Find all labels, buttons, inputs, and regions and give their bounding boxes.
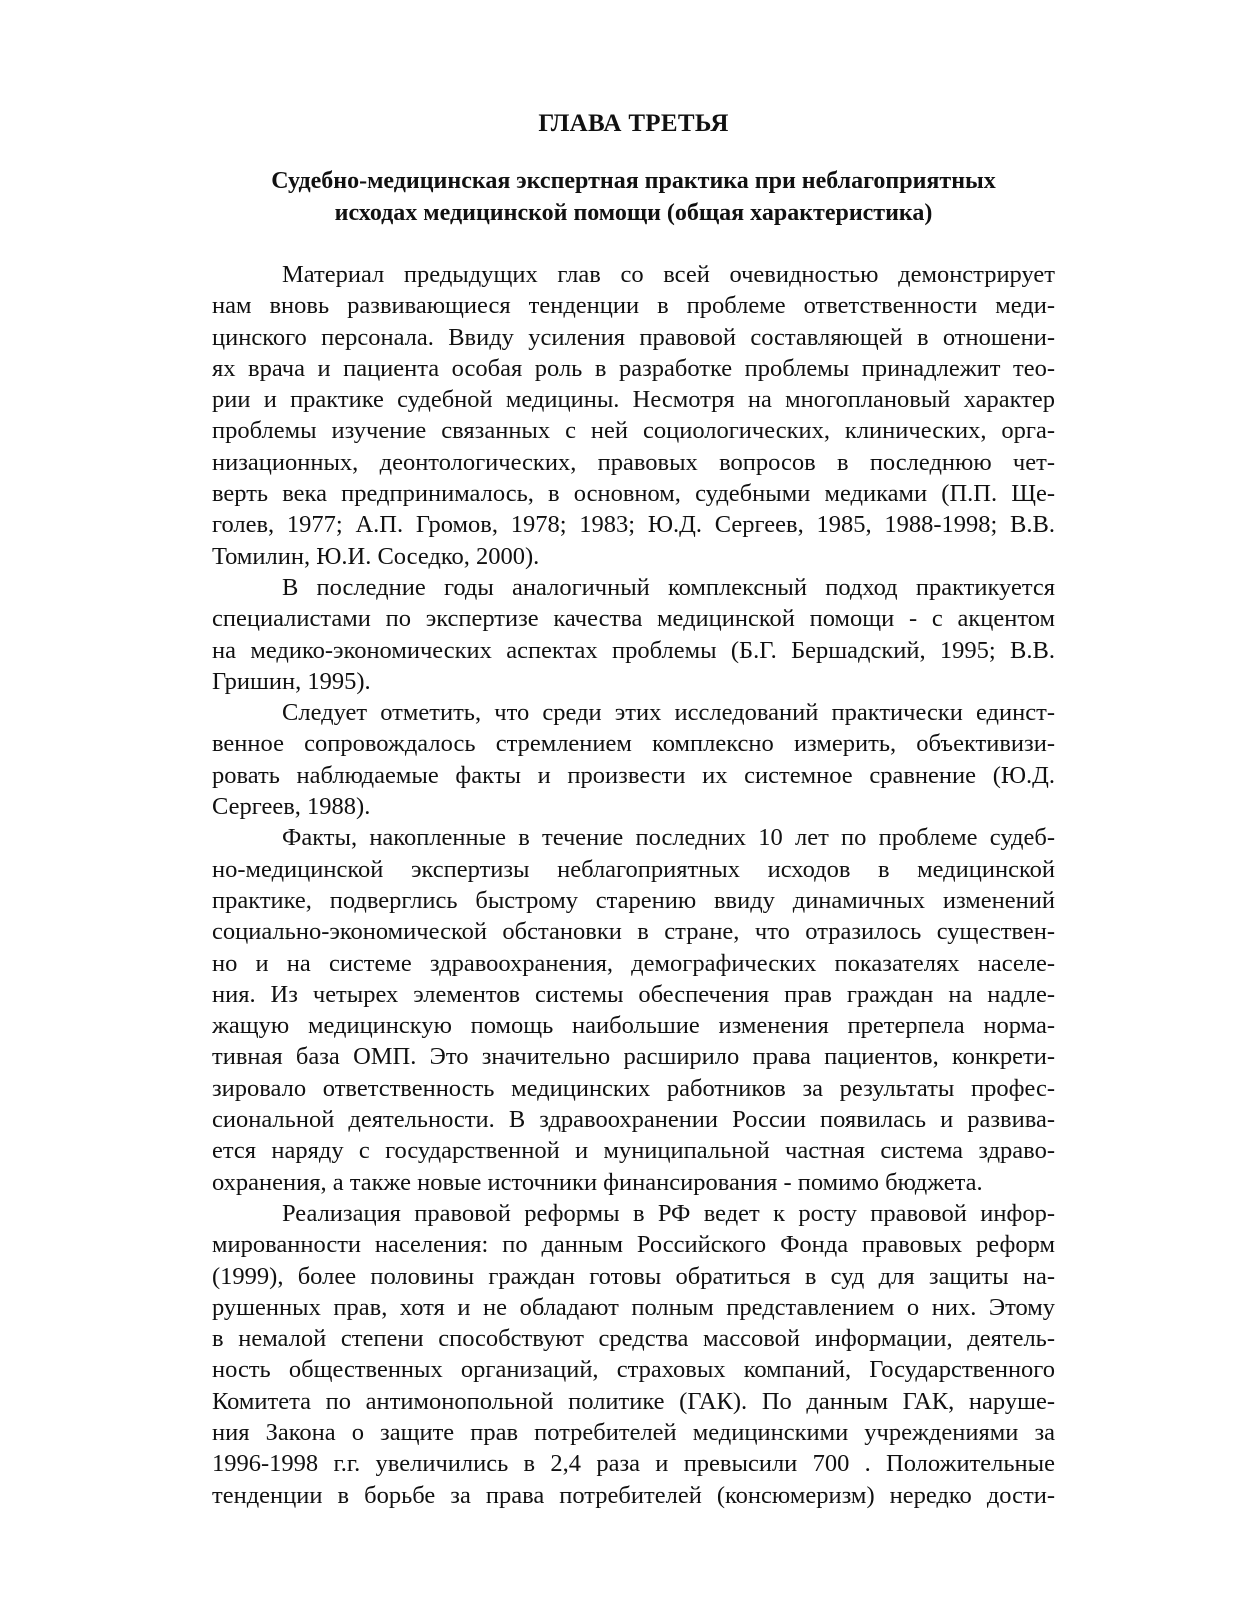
body-text (212, 259, 1055, 1511)
text-line: Реализация правовой реформы в РФ ведет к росту правовой инфор- (282, 1199, 1055, 1227)
text-line: нам вновь развивающиеся тенденции в проблеме ответственности меди- (212, 292, 1055, 320)
text-line: цинского персонала. Ввиду усиления правовой составляющей в отношени- (212, 323, 1055, 351)
text-line: специалистами по экспертизе качества медицинской помощи - с акцентом (212, 605, 1055, 633)
text-line: (1999), более половины граждан готовы обратиться в суд для защиты на- (212, 1262, 1055, 1290)
text-line: ровать наблюдаемые факты и произвести их системное сравнение (Ю.Д. (212, 761, 1055, 789)
text-line: в немалой степени способствуют средства массовой информации, деятель- (212, 1325, 1055, 1353)
text-line: жащую медицинскую помощь наибольшие изменения претерпела норма- (212, 1012, 1055, 1040)
document-page (212, 108, 1055, 1511)
paragraph (212, 822, 1055, 1198)
text-line: зировало ответственность медицинских работников за результаты профес- (212, 1074, 1055, 1102)
text-line: ях врача и пациента особая роль в разработке проблемы принадлежит тео- (212, 354, 1055, 382)
text-line: тивная база ОМП. Это значительно расширило права пациентов, конкрети- (212, 1043, 1055, 1071)
chapter-subtitle (212, 165, 1055, 229)
text-line: сиональной деятельности. В здравоохранении России появилась и развива- (212, 1106, 1055, 1134)
text-line: социально-экономической обстановки в стране, что отразилось существен- (212, 918, 1055, 946)
text-line: ния. Из четырех элементов системы обеспечения прав граждан на надле- (212, 980, 1055, 1008)
paragraph (212, 1198, 1055, 1511)
text-line: но-медицинской экспертизы неблагоприятных исходов в медицинской (212, 855, 1055, 883)
text-line: проблемы изучение связанных с ней социологических, клинических, орга- (212, 417, 1055, 445)
text-line: тенденции в борьбе за права потребителей (консюмеризм) нередко дости- (212, 1481, 1055, 1509)
text-line: Следует отметить, что среди этих исследований практически единст- (282, 699, 1055, 727)
text-line: Комитета по антимонопольной политике (ГАК). По данным ГАК, наруше- (212, 1387, 1055, 1415)
chapter-subtitle-line: исходах медицинской помощи (общая характеристика) (334, 200, 933, 226)
text-line: низационных, деонтологических, правовых вопросов в последнюю чет- (212, 448, 1055, 476)
text-line: Сергеев, 1988). (212, 793, 371, 821)
text-line: верть века предпринималось, в основном, судебными медиками (П.П. Ще- (212, 480, 1055, 508)
text-line: но и на системе здравоохранения, демографических показателях населе- (212, 949, 1055, 977)
text-line: ность общественных организаций, страховых компаний, Государственного (212, 1356, 1055, 1384)
text-line: Гришин, 1995). (212, 667, 371, 695)
text-line: на медико-экономических аспектах проблемы (Б.Г. Бершадский, 1995; В.В. (212, 636, 1055, 664)
text-line: мированности населения: по данным Российского Фонда правовых реформ (212, 1231, 1055, 1259)
text-line: венное сопровождалось стремлением комплексно измерить, объективизи- (212, 730, 1055, 758)
chapter-subtitle-line: Судебно-медицинская экспертная практика при неблагоприятных (271, 168, 996, 194)
text-line: практике, подверглись быстрому старению ввиду динамичных изменений (212, 886, 1055, 914)
paragraph (212, 697, 1055, 822)
chapter-title: ГЛАВА ТРЕТЬЯ (538, 110, 729, 137)
text-line: Материал предыдущих глав со всей очевидностью демонстрирует (282, 261, 1055, 288)
text-line: 1996-1998 г.г. увеличились в 2,4 раза и превысили 700 . Положительные (212, 1450, 1055, 1478)
text-line: голев, 1977; А.П. Громов, 1978; 1983; Ю.Д. Сергеев, 1985, 1988-1998; В.В. (212, 511, 1055, 539)
paragraph (212, 572, 1055, 697)
text-line: ется наряду с государственной и муниципальной частная система здраво- (212, 1137, 1055, 1165)
text-line: рушенных прав, хотя и не обладают полным представлением о них. Этому (212, 1293, 1055, 1321)
text-line: В последние годы аналогичный комплексный подход практикуется (282, 573, 1055, 601)
text-line: рии и практике судебной медицины. Несмотря на многоплановый характер (212, 386, 1055, 414)
text-line: ния Закона о защите прав потребителей медицинскими учреждениями за (212, 1418, 1055, 1446)
text-line: Томилин, Ю.И. Соседко, 2000). (212, 542, 540, 570)
text-line: Факты, накопленные в течение последних 10 лет по проблеме судеб- (282, 824, 1055, 852)
paragraph (212, 259, 1055, 572)
text-line: охранения, а также новые источники финансирования - помимо бюджета. (212, 1168, 983, 1196)
